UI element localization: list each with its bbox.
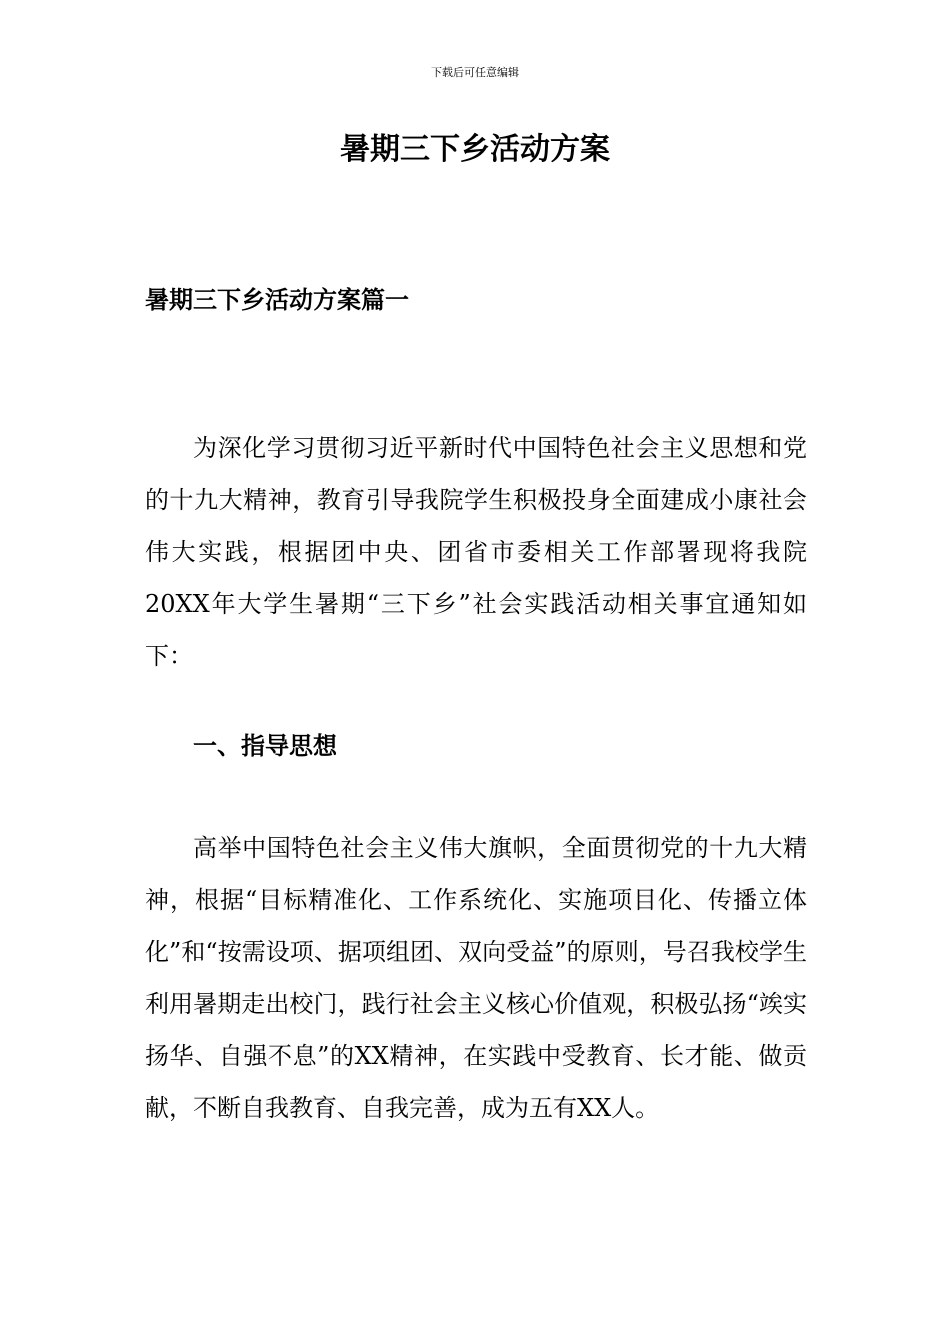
intro-paragraph: 为深化学习贯彻习近平新时代中国特色社会主义思想和党的十九大精神，教育引导我院学生积极投身全面建成小康社会伟大实践，根据团中央、团省市委相关工作部署现将我院20XX年大学生暑期“三下乡”社会实践活动相关事宜通知如下： xyxy=(145,434,807,670)
subheading-guiding-ideology: 一、指导思想 xyxy=(193,731,337,760)
document-title: 暑期三下乡活动方案 xyxy=(340,132,610,167)
section-heading: 暑期三下乡活动方案篇一 xyxy=(145,285,409,314)
header-note: 下载后可任意编辑 xyxy=(431,66,519,79)
guiding-ideology-paragraph: 高举中国特色社会主义伟大旗帜，全面贯彻党的十九大精神，根据“目标精准化、工作系统化、实施项目化、传播立体化”和“按需设项、据项组团、双向受益”的原则，号召我校学生利用暑期走出校门，践行社会主义核心价值观，积极弘扬“竢实扬华、自强不息”的XX精神，在实践中受教育、长才能、做贡献，不断自我教育、自我完善，成为五有XX人。 xyxy=(145,834,807,1122)
